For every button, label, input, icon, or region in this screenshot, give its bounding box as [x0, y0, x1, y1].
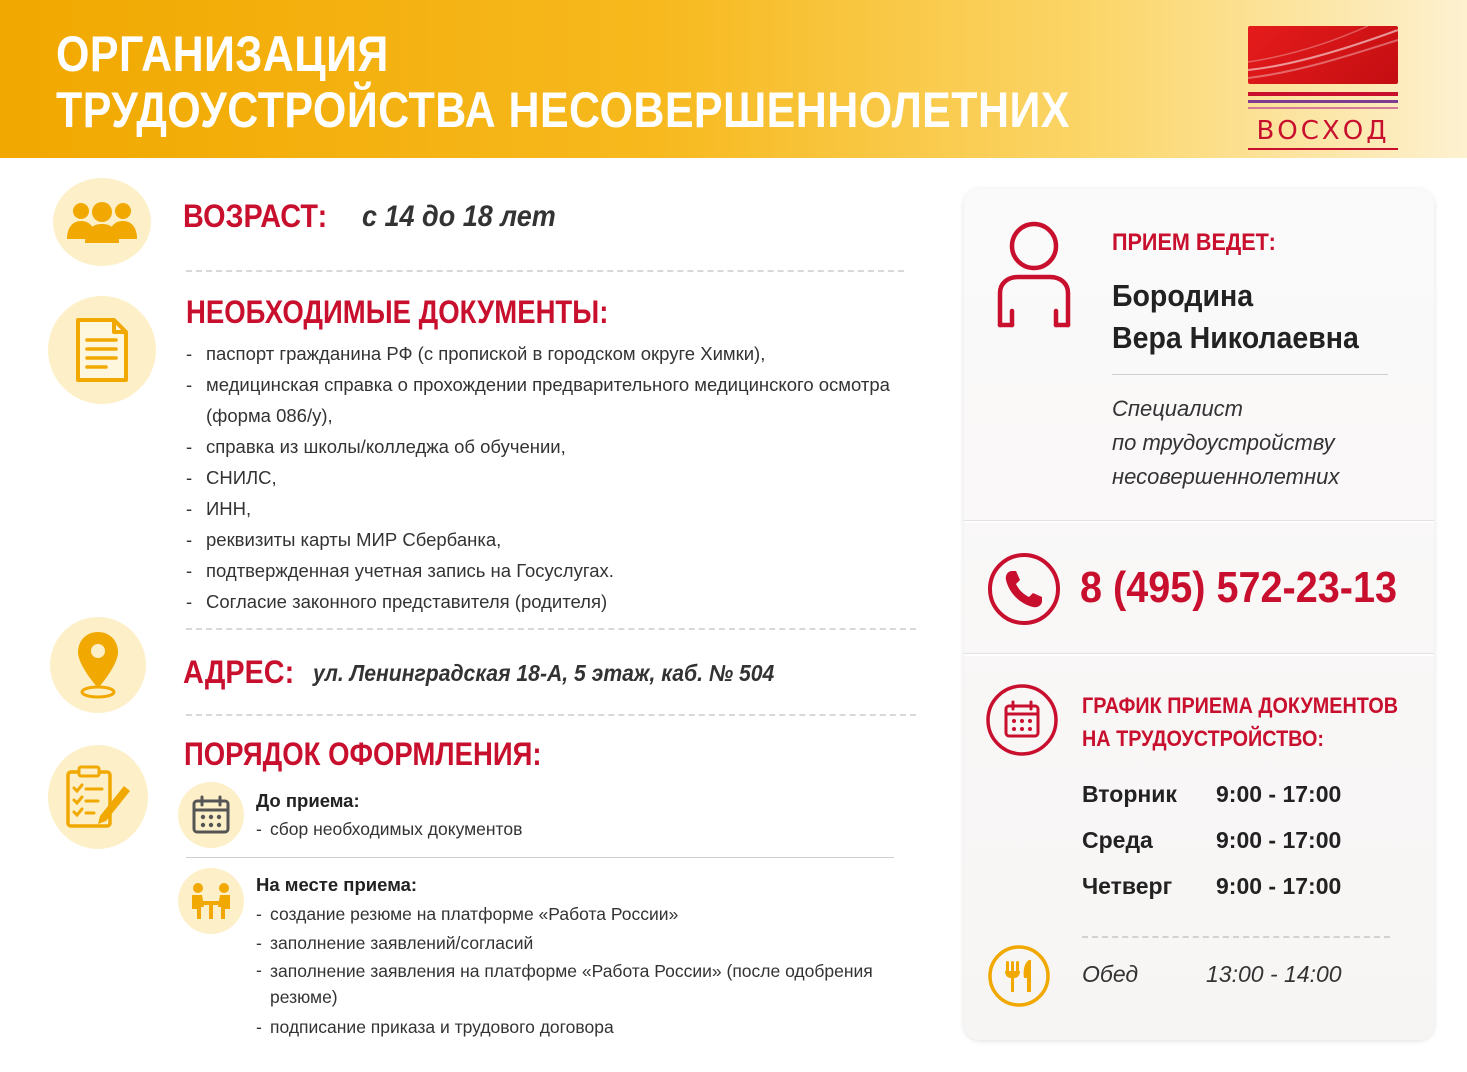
- list-item-text: ИНН,: [206, 498, 252, 519]
- specialist-name-line-2: Вера Николаевна: [1112, 320, 1359, 355]
- list-item-text: заполнение заявления на платформе «Работа России» (после одобрения: [270, 961, 873, 981]
- list-item: [186, 369, 946, 431]
- list-item-continuation: (форма 086/у),: [206, 405, 333, 426]
- age-value: с 14 до 18 лет: [362, 200, 556, 233]
- schedule-heading-line-1: ГРАФИК ПРИЕМА ДОКУМЕНТОВ: [1082, 693, 1399, 718]
- reception-label: ПРИЕМ ВЕДЕТ:: [1112, 229, 1276, 256]
- phone-number[interactable]: 8 (495) 572-23-13: [1080, 563, 1398, 612]
- list-item: [256, 1013, 906, 1042]
- schedule-day: Четверг: [1082, 873, 1173, 899]
- list-item-text: заполнение заявлений/согласий: [270, 932, 534, 953]
- card-divider: [964, 654, 1434, 656]
- logo-red-block: [1248, 26, 1398, 84]
- meeting-icon: [178, 868, 244, 934]
- list-item-text: создание резюме на платформе «Работа России»: [270, 904, 679, 924]
- list-item-continuation: резюме): [270, 987, 338, 1007]
- title-line-2: ТРУДОУСТРОЙСТВА НЕСОВЕРШЕННОЛЕТНИХ: [56, 82, 1070, 138]
- divider: [186, 714, 916, 716]
- step-onsite-title: На месте приема:: [256, 874, 418, 895]
- card-divider: [964, 521, 1434, 523]
- schedule-time: 9:00 - 17:00: [1216, 827, 1342, 853]
- schedule-heading-line-2: НА ТРУДОУСТРОЙСТВО:: [1082, 726, 1324, 751]
- list-item-text: паспорт гражданина РФ (с пропиской в городском округе Химки),: [206, 343, 766, 364]
- logo-text: ВОСХОД: [1256, 116, 1390, 146]
- list-item: [186, 462, 946, 493]
- list-item: [186, 524, 946, 555]
- fork-knife-icon: [986, 943, 1052, 1014]
- schedule-day: Вторник: [1082, 781, 1177, 807]
- address-value: ул. Ленинградская 18-А, 5 этаж, каб. № 504: [313, 660, 775, 686]
- logo-stripe-1: [1248, 92, 1398, 96]
- clipboard-checklist-icon: [48, 745, 148, 849]
- list-item-text: справка из школы/колледжа об обучении,: [206, 436, 566, 457]
- divider: [186, 628, 916, 630]
- title-line-1: ОРГАНИЗАЦИЯ: [56, 26, 389, 82]
- list-item: [186, 338, 946, 369]
- list-item: [256, 957, 906, 1013]
- role-line: Специалист: [1112, 396, 1244, 421]
- role-line: по трудоустройству: [1112, 430, 1335, 455]
- step-before-list: [256, 815, 906, 844]
- divider: [186, 857, 894, 858]
- list-item-text: сбор необходимых документов: [270, 819, 523, 839]
- lunch-row: [1082, 961, 1342, 988]
- phone-icon: [986, 551, 1062, 632]
- procedure-heading: ПОРЯДОК ОФОРМЛЕНИЯ:: [184, 736, 542, 772]
- document-icon: [48, 296, 156, 404]
- specialist-role: [1112, 392, 1339, 494]
- contact-card: [964, 189, 1434, 1040]
- specialist-name: [1112, 275, 1359, 359]
- list-item-text: подтвержденная учетная запись на Госуслугах.: [206, 560, 614, 581]
- schedule-heading: [1082, 689, 1398, 755]
- list-item-text: Согласие законного представителя (родителя): [206, 591, 608, 612]
- schedule-day: Среда: [1082, 827, 1153, 853]
- list-item-text: реквизиты карты МИР Сбербанка,: [206, 529, 502, 550]
- address-label: АДРЕС:: [183, 654, 295, 690]
- header-banner: [0, 0, 1467, 158]
- documents-heading: НЕОБХОДИМЫЕ ДОКУМЕНТЫ:: [186, 294, 609, 330]
- list-item: [256, 815, 906, 844]
- step-before-title: До приема:: [256, 790, 360, 811]
- specialist-name-line-1: Бородина: [1112, 278, 1254, 313]
- step-onsite-list: [256, 900, 906, 1042]
- page-title: [56, 26, 1070, 138]
- divider: [1112, 374, 1388, 375]
- list-item: [186, 493, 946, 524]
- documents-list: [186, 338, 946, 617]
- age-label: ВОЗРАСТ:: [183, 198, 328, 234]
- list-item-text: медицинская справка о прохождении предварительного медицинского осмотра: [206, 374, 890, 395]
- voskhod-logo: [1246, 26, 1400, 154]
- schedule-time: 9:00 - 17:00: [1216, 873, 1342, 899]
- list-item: [186, 555, 946, 586]
- map-pin-icon: [50, 617, 146, 713]
- logo-stripe-2: [1248, 100, 1398, 103]
- calendar-icon: [178, 782, 244, 848]
- role-line: несовершеннолетних: [1112, 464, 1340, 489]
- calendar-icon: [984, 682, 1060, 763]
- group-icon: [53, 178, 151, 266]
- list-item: [186, 431, 946, 462]
- schedule-time: 9:00 - 17:00: [1216, 781, 1342, 807]
- lunch-label: Обед: [1082, 961, 1139, 987]
- divider: [1082, 936, 1390, 938]
- logo-stripe-4: [1248, 148, 1398, 150]
- divider: [186, 270, 904, 272]
- lunch-time: 13:00 - 14:00: [1206, 961, 1342, 987]
- list-item-text: СНИЛС,: [206, 467, 277, 488]
- list-item-text: подписание приказа и трудового договора: [270, 1017, 614, 1037]
- person-icon: [994, 219, 1074, 334]
- list-item: [256, 900, 906, 929]
- logo-stripe-3: [1248, 107, 1398, 109]
- list-item: [256, 929, 906, 958]
- list-item: [186, 586, 946, 617]
